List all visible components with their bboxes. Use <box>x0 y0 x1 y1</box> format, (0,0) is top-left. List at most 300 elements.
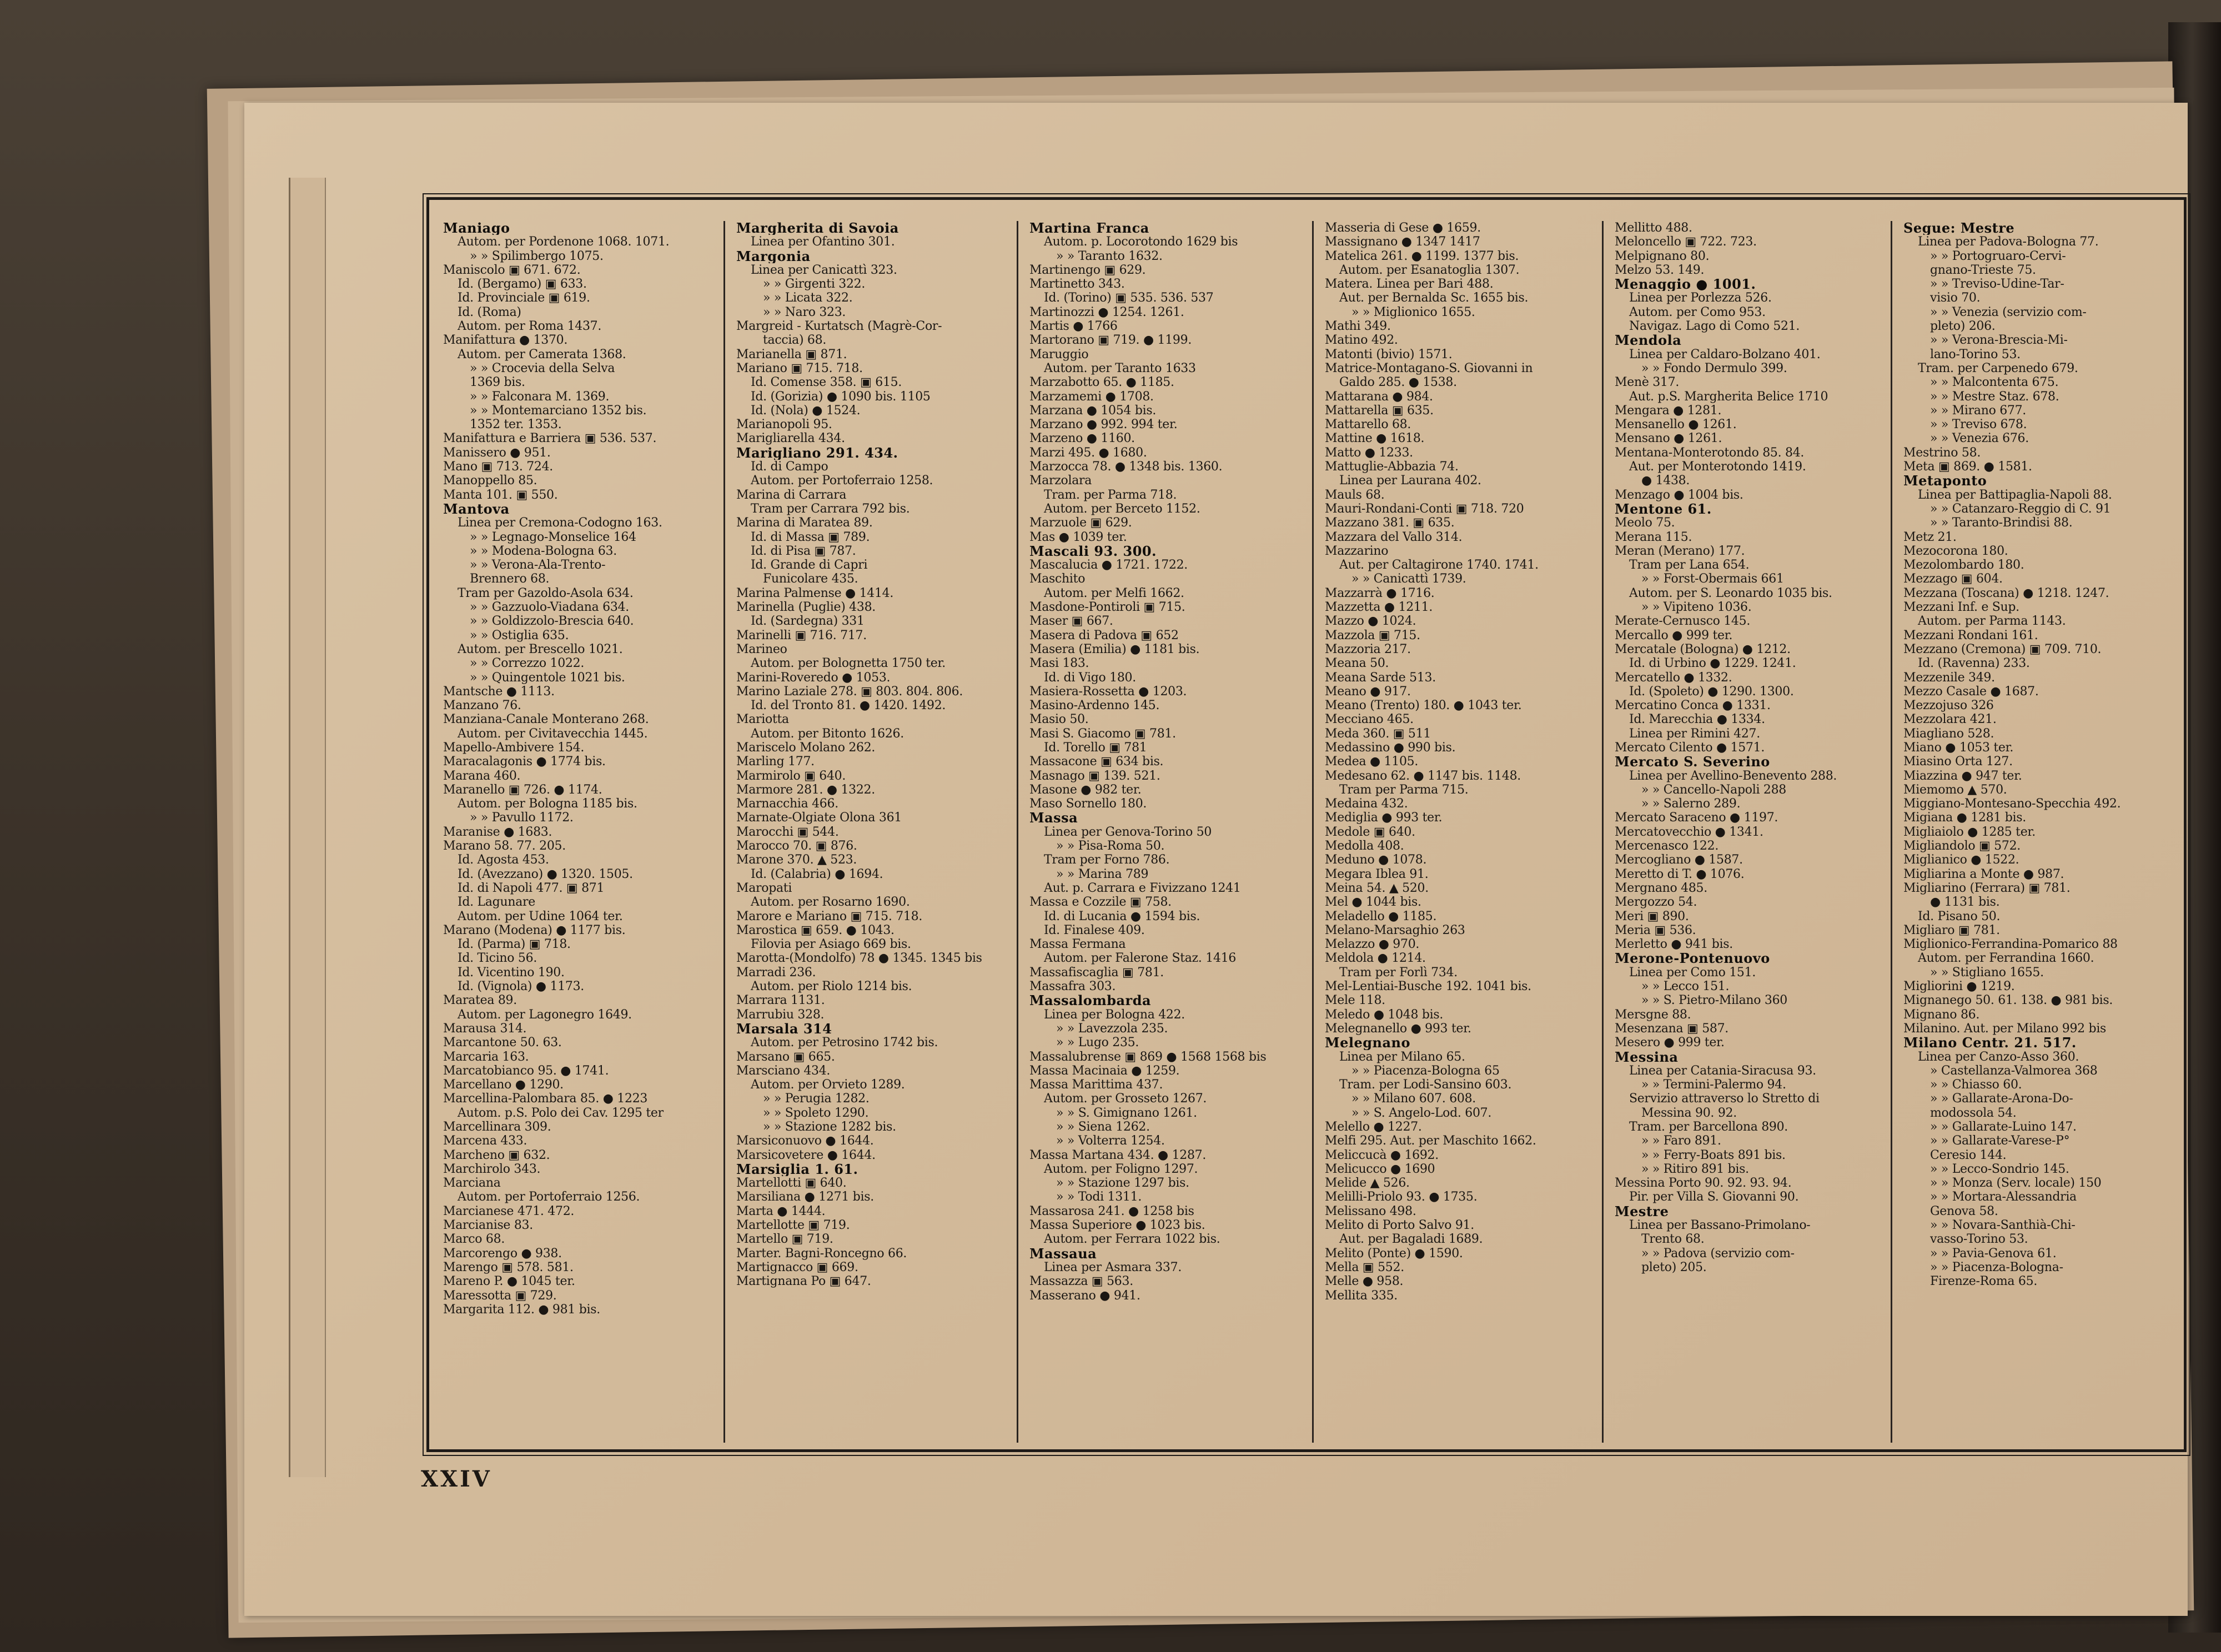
index-entry: Maracalagonis ● 1774 bis. <box>443 755 606 769</box>
index-entry: Marchirolo 343. <box>443 1162 541 1176</box>
index-entry: Migliaro ▣ 781. <box>1903 923 2000 937</box>
index-entry: » » Perugia 1282. <box>763 1092 870 1106</box>
index-entry: Mesero ● 999 ter. <box>1615 1036 1725 1050</box>
index-entry: Melello ● 1227. <box>1325 1120 1422 1134</box>
index-entry: » » Ritiro 891 bis. <box>1641 1162 1749 1176</box>
index-heading: Milano Centr. 21. 517. <box>1903 1036 2077 1050</box>
index-entry: Medesano 62. ● 1147 bis. 1148. <box>1325 769 1521 783</box>
index-entry: Meliccucà ● 1692. <box>1325 1148 1439 1162</box>
index-entry: Martellotte ▣ 719. <box>736 1218 850 1233</box>
index-entry: Meduno ● 1078. <box>1325 853 1427 867</box>
index-entry: Mercogliano ● 1587. <box>1615 853 1743 867</box>
index-entry: Miemomo ▲ 570. <box>1903 782 2007 797</box>
index-entry: Marzana ● 1054 bis. <box>1029 403 1157 418</box>
index-entry: Masseria di Gese ● 1659. <box>1325 221 1481 235</box>
index-entry: Meldola ● 1214. <box>1325 951 1426 966</box>
index-entry: Massarosa 241. ● 1258 bis <box>1029 1204 1194 1218</box>
index-entry: Mattarana ● 984. <box>1325 389 1433 404</box>
index-entry: » » Licata 322. <box>763 291 853 305</box>
index-entry: Mattine ● 1618. <box>1325 431 1425 446</box>
index-column-4 <box>1314 221 1604 1443</box>
index-entry: » » Lavezzola 235. <box>1056 1021 1168 1036</box>
index-entry: » » Spoleto 1290. <box>763 1106 869 1120</box>
index-entry: Mariscelo Molano 262. <box>736 740 876 755</box>
index-entry: Linea per Genova-Torino 50 <box>1044 825 1212 839</box>
index-entry: Mel-Lentiai-Busche 192. 1041 bis. <box>1325 980 1531 994</box>
index-entry: Marini-Roveredo ● 1053. <box>736 670 891 685</box>
index-entry: » » Ostiglia 635. <box>470 628 569 642</box>
index-entry: Migliarina a Monte ● 987. <box>1903 867 2064 881</box>
index-entry: Meran (Merano) 177. <box>1615 544 1745 558</box>
index-entry: Migliarino (Ferrara) ▣ 781. <box>1903 881 2071 895</box>
index-entry: Medaina 432. <box>1325 797 1408 811</box>
index-entry: » » Piacenza-Bologna- <box>1930 1260 2063 1274</box>
index-entry: Linea per Asmara 337. <box>1044 1260 1182 1274</box>
index-entry: Marcianese 471. 472. <box>443 1204 575 1218</box>
index-entry: Mezzano (Cremona) ▣ 709. 710. <box>1903 642 2102 656</box>
index-entry: Martis ● 1766 <box>1029 319 1118 334</box>
index-entry: » » Pisa-Roma 50. <box>1056 839 1165 853</box>
index-entry: Mantsche ● 1113. <box>443 684 555 699</box>
index-entry: Mestrino 58. <box>1903 445 1981 460</box>
index-entry: Melano-Marsaghio 263 <box>1325 923 1465 937</box>
index-entry: Marzocca 78. ● 1348 bis. 1360. <box>1029 460 1223 474</box>
index-entry: » » Cancello-Napoli 288 <box>1641 782 1786 797</box>
index-entry: » » Spilimbergo 1075. <box>470 249 604 263</box>
index-entry: Linea per Avellino-Benevento 288. <box>1629 769 1837 783</box>
index-entry: Marcianise 83. <box>443 1218 533 1233</box>
index-entry: Maso Sornello 180. <box>1029 797 1147 811</box>
index-entry: Id. (Roma) <box>458 305 521 319</box>
index-entry: » » S. Gimignano 1261. <box>1056 1106 1197 1120</box>
index-entry: » » Miglionico 1655. <box>1351 305 1475 319</box>
index-entry: » » Crocevia della Selva <box>470 361 615 375</box>
index-entry: Autom. per Falerone Staz. 1416 <box>1044 951 1237 966</box>
index-entry: Linea per Bologna 422. <box>1044 1007 1185 1022</box>
index-entry: » » Novara-Santhià-Chi- <box>1930 1218 2076 1233</box>
index-entry: Marano (Modena) ● 1177 bis. <box>443 923 626 937</box>
index-entry: Marzi 495. ● 1680. <box>1029 445 1147 460</box>
index-entry: » » Milano 607. 608. <box>1351 1092 1476 1106</box>
index-entry: Miazzina ● 947 ter. <box>1903 769 2022 783</box>
index-entry: Meri ▣ 890. <box>1615 909 1689 923</box>
index-entry: Melilli-Priolo 93. ● 1735. <box>1325 1190 1478 1204</box>
index-entry: Maranise ● 1683. <box>443 825 552 839</box>
index-entry: Tram per Forno 786. <box>1044 853 1170 867</box>
index-entry: » » Malcontenta 675. <box>1930 375 2059 390</box>
index-entry: Melito di Porto Salvo 91. <box>1325 1218 1474 1233</box>
index-entry: Id. Finalese 409. <box>1044 923 1145 937</box>
index-heading: Segue: Mestre <box>1903 221 2015 235</box>
index-entry: Mersgne 88. <box>1615 1007 1691 1022</box>
index-entry: Marsicovetere ● 1644. <box>736 1148 876 1162</box>
index-entry: Id. (Gorizia) ● 1090 bis. 1105 <box>751 389 931 404</box>
index-entry: Masserano ● 941. <box>1029 1288 1140 1303</box>
index-entry: Marina di Maratea 89. <box>736 516 873 530</box>
index-entry: Massa Superiore ● 1023 bis. <box>1029 1218 1205 1233</box>
index-entry: Marana 460. <box>443 769 521 783</box>
index-entry: Martinetto 343. <box>1029 277 1125 292</box>
index-entry: Linea per Cremona-Codogno 163. <box>458 516 662 530</box>
index-entry: Mengara ● 1281. <box>1615 403 1722 418</box>
index-heading: Margherita di Savoia <box>736 221 899 235</box>
index-entry: Miasino Orta 127. <box>1903 755 2013 769</box>
index-entry: Autom. per Bolognetta 1750 ter. <box>751 656 946 671</box>
index-entry: Matera. Linea per Bari 488. <box>1325 277 1494 292</box>
index-entry: Masi 183. <box>1029 656 1089 671</box>
index-entry: Autom. per Berceto 1152. <box>1044 501 1200 516</box>
index-entry: Manzano 76. <box>443 699 521 713</box>
index-entry: Masdone-Pontiroli ▣ 715. <box>1029 600 1185 615</box>
index-entry: Mercato Cilento ● 1571. <box>1615 740 1765 755</box>
index-entry: Matino 492. <box>1325 333 1398 348</box>
index-entry: » » Naro 323. <box>763 305 846 319</box>
index-entry: Meria ▣ 536. <box>1615 923 1696 937</box>
index-entry: Mergnano 485. <box>1615 881 1707 895</box>
index-heading: Metaponto <box>1903 474 1987 488</box>
index-entry: » » Venezia (servizio com- <box>1930 305 2087 319</box>
index-entry: Linea per Caldaro-Bolzano 401. <box>1629 347 1821 361</box>
index-entry: » » Treviso-Udine-Tar- <box>1930 277 2064 292</box>
index-entry: Meina 54. ▲ 520. <box>1325 881 1429 895</box>
index-entry: Marco 68. <box>443 1232 505 1247</box>
index-entry: Id. (Avezzano) ● 1320. 1505. <box>458 867 633 881</box>
index-entry: Massazza ▣ 563. <box>1029 1274 1133 1289</box>
index-entry: Mapello-Ambivere 154. <box>443 740 585 755</box>
index-entry: Id. (Nola) ● 1524. <box>751 403 861 418</box>
index-entry: Messina 90. 92. <box>1641 1106 1737 1120</box>
index-entry: Id. Vicentino 190. <box>458 965 565 980</box>
index-entry: Mazzarino <box>1325 544 1389 558</box>
index-entry: » » Gallarate-Arona-Do- <box>1930 1092 2073 1106</box>
index-entry: Id. di Vigo 180. <box>1044 670 1136 685</box>
index-entry: Maschito <box>1029 572 1086 586</box>
index-entry: Id. di Urbino ● 1229. 1241. <box>1629 656 1796 671</box>
index-entry: Mattarella ▣ 635. <box>1325 403 1434 418</box>
index-entry: Massalubrense ▣ 869 ● 1568 1568 bis <box>1029 1050 1267 1064</box>
index-entry: Manta 101. ▣ 550. <box>443 488 558 502</box>
index-entry: Marnate-Olgiate Olona 361 <box>736 811 902 825</box>
index-entry: Id. Ticino 56. <box>458 951 537 966</box>
index-entry: Autom. per Rosarno 1690. <box>751 895 910 910</box>
index-entry: Matonti (bivio) 1571. <box>1325 347 1453 361</box>
index-heading: Marsala 314 <box>736 1021 832 1036</box>
index-entry: Marigliarella 434. <box>736 431 845 446</box>
index-entry: Matto ● 1233. <box>1325 445 1413 460</box>
index-entry: » » Pavia-Genova 61. <box>1930 1246 2057 1261</box>
index-entry: Marcellinara 309. <box>443 1120 551 1134</box>
index-entry: Autom. per S. Leonardo 1035 bis. <box>1629 586 1832 600</box>
index-entry: Miglionico-Ferrandina-Pomarico 88 <box>1903 937 2118 952</box>
index-entry: Brennero 68. <box>470 572 550 586</box>
index-entry: Martignana Po ▣ 647. <box>736 1274 871 1289</box>
index-entry: Galdo 285. ● 1538. <box>1339 375 1457 390</box>
page-number: XXIV <box>421 1466 492 1492</box>
index-entry: Martorano ▣ 719. ● 1199. <box>1029 333 1192 348</box>
index-entry: » » Ferry-Boats 891 bis. <box>1641 1148 1786 1162</box>
index-entry: Mignanego 50. 61. 138. ● 981 bis. <box>1903 993 2113 1008</box>
index-entry: Linea per Bassano-Primolano- <box>1629 1218 1811 1233</box>
index-entry: » » Stazione 1297 bis. <box>1056 1176 1189 1191</box>
index-entry: Melazzo ● 970. <box>1325 937 1420 952</box>
index-entry: Id. Torello ▣ 781 <box>1044 740 1147 755</box>
index-entry: » » S. Pietro-Milano 360 <box>1641 993 1787 1008</box>
index-entry: Medea ● 1105. <box>1325 755 1419 769</box>
index-entry: Mazzo ● 1024. <box>1325 614 1416 629</box>
index-heading: Marigliano 291. 434. <box>736 445 898 460</box>
index-entry: Marling 177. <box>736 755 815 769</box>
index-entry: Navigaz. Lago di Como 521. <box>1629 319 1800 334</box>
index-entry: Meolo 75. <box>1615 516 1675 530</box>
index-entry: Mezzo Casale ● 1687. <box>1903 684 2039 699</box>
index-entry: » » Lecco 151. <box>1641 980 1730 994</box>
index-entry: Marotta-(Mondolfo) 78 ● 1345. 1345 bis <box>736 951 982 966</box>
index-entry: » » Salerno 289. <box>1641 797 1741 811</box>
index-entry: Tram per Gazoldo-Asola 634. <box>458 586 634 600</box>
index-entry: Genova 58. <box>1930 1204 1998 1218</box>
index-entry: » » Stazione 1282 bis. <box>763 1120 896 1134</box>
index-entry: » » Taranto-Brindisi 88. <box>1930 516 2073 530</box>
index-entry: » Castellanza-Valmorea 368 <box>1930 1063 2098 1078</box>
index-entry: Linea per Battipaglia-Napoli 88. <box>1918 488 2112 502</box>
index-entry: Melissano 498. <box>1325 1204 1416 1218</box>
index-entry: modossola 54. <box>1930 1106 2017 1120</box>
index-entry: Autom. per Roma 1437. <box>458 319 602 334</box>
index-entry: Autom. per Melfi 1662. <box>1044 586 1184 600</box>
index-entry: Mattuglie-Abbazia 74. <box>1325 460 1459 474</box>
index-entry: Marsiliana ● 1271 bis. <box>736 1190 874 1204</box>
index-entry: Manifattura e Barriera ▣ 536. 537. <box>443 431 657 446</box>
index-heading: Melegnano <box>1325 1036 1410 1050</box>
index-entry: Tram. per Lodi-Sansino 603. <box>1339 1078 1512 1092</box>
index-entry: Id. Comense 358. ▣ 615. <box>751 375 902 390</box>
index-entry: Marcena 433. <box>443 1134 527 1148</box>
index-entry: Menzago ● 1004 bis. <box>1615 488 1743 502</box>
index-entry: » » Marina 789 <box>1056 867 1149 881</box>
index-entry: Id. (Calabria) ● 1694. <box>751 867 883 881</box>
index-entry: Medole ▣ 640. <box>1325 825 1415 839</box>
index-entry: Maniscolo ▣ 671. 672. <box>443 263 581 277</box>
index-entry: Masera (Emilia) ● 1181 bis. <box>1029 642 1200 656</box>
index-entry: Autom. per Camerata 1368. <box>458 347 626 361</box>
index-entry: Marzolara <box>1029 474 1092 488</box>
index-entry: Marianopoli 95. <box>736 418 832 432</box>
index-entry: Mauls 68. <box>1325 488 1385 502</box>
index-entry: Autom. per Brescello 1021. <box>458 642 623 656</box>
index-entry: Linea per Porlezza 526. <box>1629 291 1772 305</box>
index-entry: Ceresio 144. <box>1930 1148 2007 1162</box>
index-entry: Marinelli ▣ 716. 717. <box>736 628 867 642</box>
index-entry: » » Falconara M. 1369. <box>470 389 610 404</box>
index-entry: Mezzolara 421. <box>1903 712 1997 727</box>
index-entry: Linea per Milano 65. <box>1339 1050 1465 1064</box>
page-fold-strip <box>289 178 326 1477</box>
index-entry: vasso-Torino 53. <box>1930 1232 2028 1247</box>
index-entry: Mercallo ● 999 ter. <box>1615 628 1733 642</box>
index-entry: Mazzarrà ● 1716. <box>1325 586 1435 600</box>
index-entry: Marausa 314. <box>443 1021 527 1036</box>
index-entry: Migiana ● 1281 bis. <box>1903 811 2026 825</box>
index-entry: » » Venezia 676. <box>1930 431 2029 446</box>
index-entry: » » Portogruaro-Cervi- <box>1930 249 2066 263</box>
index-entry: ● 1438. <box>1641 474 1690 488</box>
index-entry: Matrice-Montagano-S. Giovanni in <box>1325 361 1533 375</box>
index-entry: » » Taranto 1632. <box>1056 249 1163 263</box>
index-entry: » » Lecco-Sondrio 145. <box>1930 1162 2069 1176</box>
index-entry: Masnago ▣ 139. 521. <box>1029 769 1160 783</box>
index-entry: Aut. p. Carrara e Fivizzano 1241 <box>1044 881 1241 895</box>
index-entry: Marter. Bagni-Roncegno 66. <box>736 1246 907 1261</box>
index-entry: Mezzani Inf. e Sup. <box>1903 600 2019 615</box>
index-entry: Marciana <box>443 1176 501 1191</box>
index-heading: Mercato S. Severino <box>1615 755 1770 769</box>
index-entry: Marzamemi ● 1708. <box>1029 389 1154 404</box>
index-entry: Maressotta ▣ 729. <box>443 1288 557 1303</box>
index-entry: Masiera-Rossetta ● 1203. <box>1029 684 1187 699</box>
index-entry: Marcatobianco 95. ● 1741. <box>443 1063 609 1078</box>
index-entry: Mauri-Rondani-Conti ▣ 718. 720 <box>1325 501 1524 516</box>
index-entry: Mel ● 1044 bis. <box>1325 895 1421 910</box>
index-entry: Mas ● 1039 ter. <box>1029 530 1127 544</box>
index-entry: Manifattura ● 1370. <box>443 333 568 348</box>
index-entry: Aut. per Monterotondo 1419. <box>1629 460 1806 474</box>
index-entry: Autom. per Ferrara 1022 bis. <box>1044 1232 1220 1247</box>
index-entry: Id. di Lucania ● 1594 bis. <box>1044 909 1200 923</box>
index-entry: Merana 115. <box>1615 530 1692 544</box>
index-entry: Mazzano 381. ▣ 635. <box>1325 516 1455 530</box>
index-entry: Mezzojuso 326 <box>1903 699 1994 713</box>
index-columns <box>432 221 2177 1443</box>
index-entry: Id. di Massa ▣ 789. <box>751 530 870 544</box>
index-entry: Tram per Forlì 734. <box>1339 965 1458 980</box>
index-entry: Mentana-Monterotondo 85. 84. <box>1615 445 1805 460</box>
index-entry: » » Catanzaro-Reggio di C. 91 <box>1930 501 2111 516</box>
index-entry: Autom. per Portoferraio 1258. <box>751 474 933 488</box>
index-entry: Autom. per Petrosino 1742 bis. <box>751 1036 938 1050</box>
index-entry: Linea per Catania-Siracusa 93. <box>1629 1063 1816 1078</box>
index-entry: Funicolare 435. <box>763 572 858 586</box>
index-entry: Marocco 70. ▣ 876. <box>736 839 857 853</box>
index-entry: Linea per Padova-Bologna 77. <box>1918 235 2099 249</box>
index-entry: » » Legnago-Monselice 164 <box>470 530 636 544</box>
index-entry: » » Gallarate-Luino 147. <box>1930 1120 2077 1134</box>
index-entry: Firenze-Roma 65. <box>1930 1274 2038 1289</box>
index-column-1 <box>432 221 725 1443</box>
index-entry: Marzano ● 992. 994 ter. <box>1029 418 1178 432</box>
index-entry: Id. del Tronto 81. ● 1420. 1492. <box>751 699 946 713</box>
index-entry: Marina di Carrara <box>736 488 847 502</box>
index-entry: Marmirolo ▣ 640. <box>736 769 846 783</box>
index-entry: Mergozzo 54. <box>1615 895 1697 910</box>
index-entry: Mercatino Conca ● 1331. <box>1615 699 1771 713</box>
index-entry: Melide ▲ 526. <box>1325 1176 1410 1191</box>
index-entry: » » Montemarciano 1352 bis. <box>470 403 647 418</box>
index-entry: » » Quingentole 1021 bis. <box>470 670 625 685</box>
index-heading: Massalombarda <box>1029 993 1152 1008</box>
index-entry: Marzeno ● 1160. <box>1029 431 1135 446</box>
index-entry: Martinozzi ● 1254. 1261. <box>1029 305 1184 319</box>
index-entry: » » Pavullo 1172. <box>470 811 574 825</box>
index-entry: Mazzola ▣ 715. <box>1325 628 1420 642</box>
index-entry: » » Modena-Bologna 63. <box>470 544 617 558</box>
index-entry: Maratea 89. <box>443 993 517 1008</box>
index-entry: Id. di Campo <box>751 460 828 474</box>
index-entry: Autom. per Esanatoglia 1307. <box>1339 263 1520 277</box>
index-entry: Migliorini ● 1219. <box>1903 980 2015 994</box>
index-entry: Mercenasco 122. <box>1615 839 1719 853</box>
index-entry: Mazzetta ● 1211. <box>1325 600 1433 615</box>
index-entry: » » Chiasso 60. <box>1930 1078 2022 1092</box>
index-entry: Mazzara del Vallo 314. <box>1325 530 1463 544</box>
index-entry: Marsciano 434. <box>736 1063 831 1078</box>
index-entry: Merate-Cernusco 145. <box>1615 614 1751 629</box>
index-column-6 <box>1892 221 2177 1443</box>
index-entry: Meladello ● 1185. <box>1325 909 1437 923</box>
index-entry: Martello ▣ 719. <box>736 1232 833 1247</box>
index-entry: Aut. per Bernalda Sc. 1655 bis. <box>1339 291 1529 305</box>
index-entry: Mignano 86. <box>1903 1007 1980 1022</box>
index-entry: Autom. per Bologna 1185 bis. <box>458 797 637 811</box>
index-entry: Meta ▣ 869. ● 1581. <box>1903 460 2032 474</box>
index-entry: Id. Provinciale ▣ 619. <box>458 291 590 305</box>
index-entry: pleto) 205. <box>1641 1260 1707 1274</box>
index-entry: gnano-Trieste 75. <box>1930 263 2036 277</box>
index-entry: Id. (Parma) ▣ 718. <box>458 937 571 952</box>
index-entry: Massignano ● 1347 1417 <box>1325 235 1480 249</box>
index-entry: Manoppello 85. <box>443 474 537 488</box>
index-entry: Marianella ▣ 871. <box>736 347 847 361</box>
index-entry: » » Mestre Staz. 678. <box>1930 389 2059 404</box>
index-heading: Massaua <box>1029 1246 1097 1261</box>
index-entry: Maser ▣ 667. <box>1029 614 1113 629</box>
index-entry: Marcorengo ● 938. <box>443 1246 562 1261</box>
index-entry: Tram. per Parma 718. <box>1044 488 1177 502</box>
index-entry: Marmore 281. ● 1322. <box>736 782 875 797</box>
index-entry: Medassino ● 990 bis. <box>1325 740 1456 755</box>
index-entry: Marostica ▣ 659. ● 1043. <box>736 923 895 937</box>
index-entry: Mele 118. <box>1325 993 1385 1008</box>
index-entry: Mariotta <box>736 712 789 727</box>
index-entry: Migliaiolo ● 1285 ter. <box>1903 825 2036 839</box>
index-entry: » » Faro 891. <box>1641 1134 1721 1148</box>
index-entry: Marocchi ▣ 544. <box>736 825 839 839</box>
index-entry: » » Forst-Obermais 661 <box>1641 572 1784 586</box>
index-entry: Mezzana (Toscana) ● 1218. 1247. <box>1903 586 2109 600</box>
index-entry: Linea per Como 151. <box>1629 965 1756 980</box>
index-entry: Mezocorona 180. <box>1903 544 2008 558</box>
index-entry: Id. (Bergamo) ▣ 633. <box>458 277 587 292</box>
index-entry: Massa Macinaia ● 1259. <box>1029 1063 1180 1078</box>
index-entry: Mano ▣ 713. 724. <box>443 460 553 474</box>
index-entry: » » Gazzuolo-Viadana 634. <box>470 600 629 615</box>
index-entry: Melicucco ● 1690 <box>1325 1162 1435 1176</box>
index-entry: Mellitto 488. <box>1615 221 1692 235</box>
index-heading: Martina Franca <box>1029 221 1149 235</box>
index-heading: Marsiglia 1. 61. <box>736 1162 858 1177</box>
index-entry: » » Verona-Brescia-Mi- <box>1930 333 2068 348</box>
index-entry: Mascalucia ● 1721. 1722. <box>1029 558 1188 573</box>
index-entry: Trento 68. <box>1641 1232 1705 1247</box>
index-entry: Autom. per Taranto 1633 <box>1044 361 1196 375</box>
index-entry: Mella ▣ 552. <box>1325 1260 1404 1274</box>
index-entry: Mezolombardo 180. <box>1903 558 2024 573</box>
index-entry: Id. Agosta 453. <box>458 853 549 867</box>
index-entry: Meda 360. ▣ 511 <box>1325 726 1431 741</box>
index-entry: Mediglia ● 993 ter. <box>1325 811 1443 825</box>
index-entry: Matelica 261. ● 1199. 1377 bis. <box>1325 249 1519 263</box>
index-entry: 1352 ter. 1353. <box>470 418 562 432</box>
index-entry: Messina Porto 90. 92. 93. 94. <box>1615 1176 1792 1191</box>
